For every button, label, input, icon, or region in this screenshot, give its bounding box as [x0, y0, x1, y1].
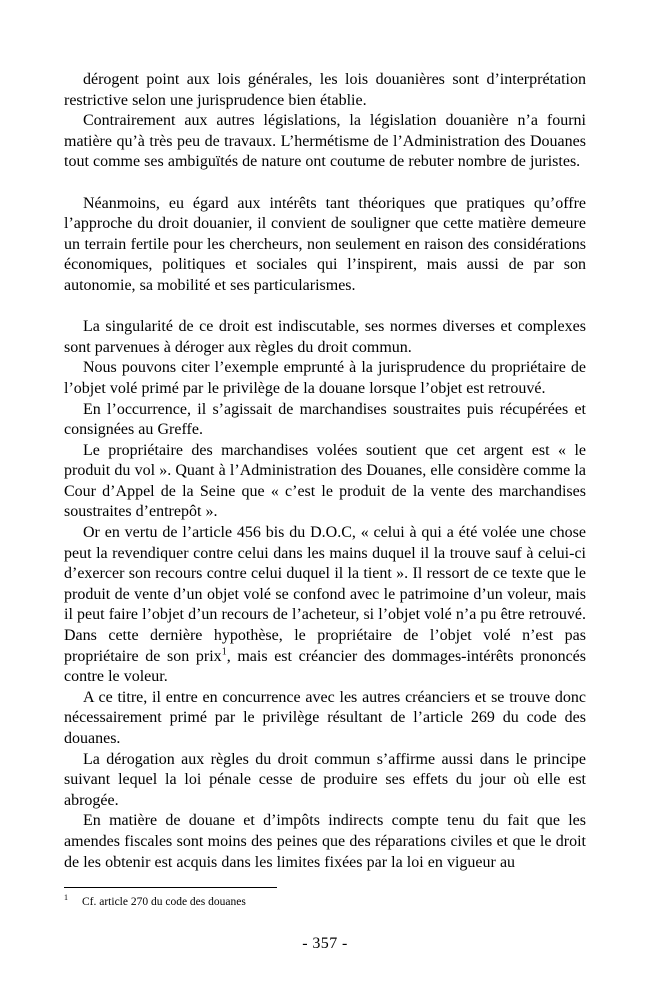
paragraph-text-before-footnote-ref: Or en vertu de l’article 456 bis du D.O.C, « celui à qui a été volée une chose peut la revendiquer contre celui dans les mains duquel il la trouve sauf à celui-ci d’exercer son recours contre celui duquel il la tient ». Il ressort de ce texte que le produit de vente d’un objet volé se confond avec le patrimoine d’un voleur, mais il peut faire l’objet d’un recours de l’acheteur, si l’objet volé n’a pu être retrouvé. Dans cette dernière hypothèse, le propriétaire de l’objet volé n’est pas propriétaire de son prix — [64, 524, 586, 665]
paragraph: Nous pouvons citer l’exemple emprunté à la jurisprudence du propriétaire de l’objet volé primé par le privilège de la douane lorsque l’objet est retrouvé. — [64, 359, 586, 397]
paragraph: La singularité de ce droit est indiscutable, ses normes diverses et complexes sont parvenues à déroger aux règles du droit commun. — [64, 318, 586, 356]
paragraph: dérogent point aux lois générales, les lois douanières sont d’interprétation restrictive selon une jurisprudence bien établie. — [64, 71, 586, 109]
body-text-column — [64, 70, 586, 873]
footnote-entry — [64, 895, 564, 910]
footnote-number: 1 — [64, 893, 68, 903]
paragraph: Le propriétaire des marchandises volées soutient que cet argent est « le produit du vol ». Quant à l’Administration des Douanes, elle considère comme la Cour d’Appel de la Seine que « c’est le produit de la vente des marchandises soustraites d’entrepôt ». — [64, 441, 586, 521]
page-number: - 357 - — [302, 935, 348, 952]
footnote-reference-marker[interactable]: 1 — [221, 646, 227, 658]
paragraph-with-footnote-ref — [64, 523, 586, 688]
footnote-separator-rule — [64, 887, 277, 888]
footnote-text: Cf. article 270 du code des douanes — [82, 896, 246, 908]
paragraph: La dérogation aux règles du droit commun s’affirme aussi dans le principe suivant lequel la loi pénale cesse de produire ses effets du jour où elle est abrogée. — [64, 750, 586, 809]
paragraph: A ce titre, il entre en concurrence avec les autres créanciers et se trouve donc nécessairement primé par le privilège résultant de l’article 269 du code des douanes. — [64, 688, 586, 747]
paragraph: Contrairement aux autres législations, la législation douanière n’a fourni matière qu’à très peu de travaux. L’hermétisme de l’Administration des Douanes tout comme ses ambiguïtés de nature ont coutume de rebuter nombre de juristes. — [64, 112, 586, 171]
paragraph: En l’occurrence, il s’agissait de marchandises soustraites puis récupérées et consignées au Greffe. — [64, 400, 586, 439]
paragraph: Néanmoins, eu égard aux intérêts tant théoriques que pratiques qu’offre l’approche du droit douanier, il convient de souligner que cette matière demeure un terrain fertile pour les chercheurs, non seulement en raison des considérations économiques, politiques et sociales qui l’inspirent, mais aussi de par son autonomie, sa mobilité et ses particularismes. — [64, 194, 586, 294]
paragraph: En matière de douane et d’impôts indirects compte tenu du fait que les amendes fiscales sont moins des peines que des réparations civiles et que le droit de les obtenir est acquis dans les limites fixées par la loi en vigueur au — [64, 812, 586, 871]
paragraph-text-after-footnote-ref: , mais est créancier des dommages-intérêts prononcés contre le voleur. — [64, 647, 587, 686]
